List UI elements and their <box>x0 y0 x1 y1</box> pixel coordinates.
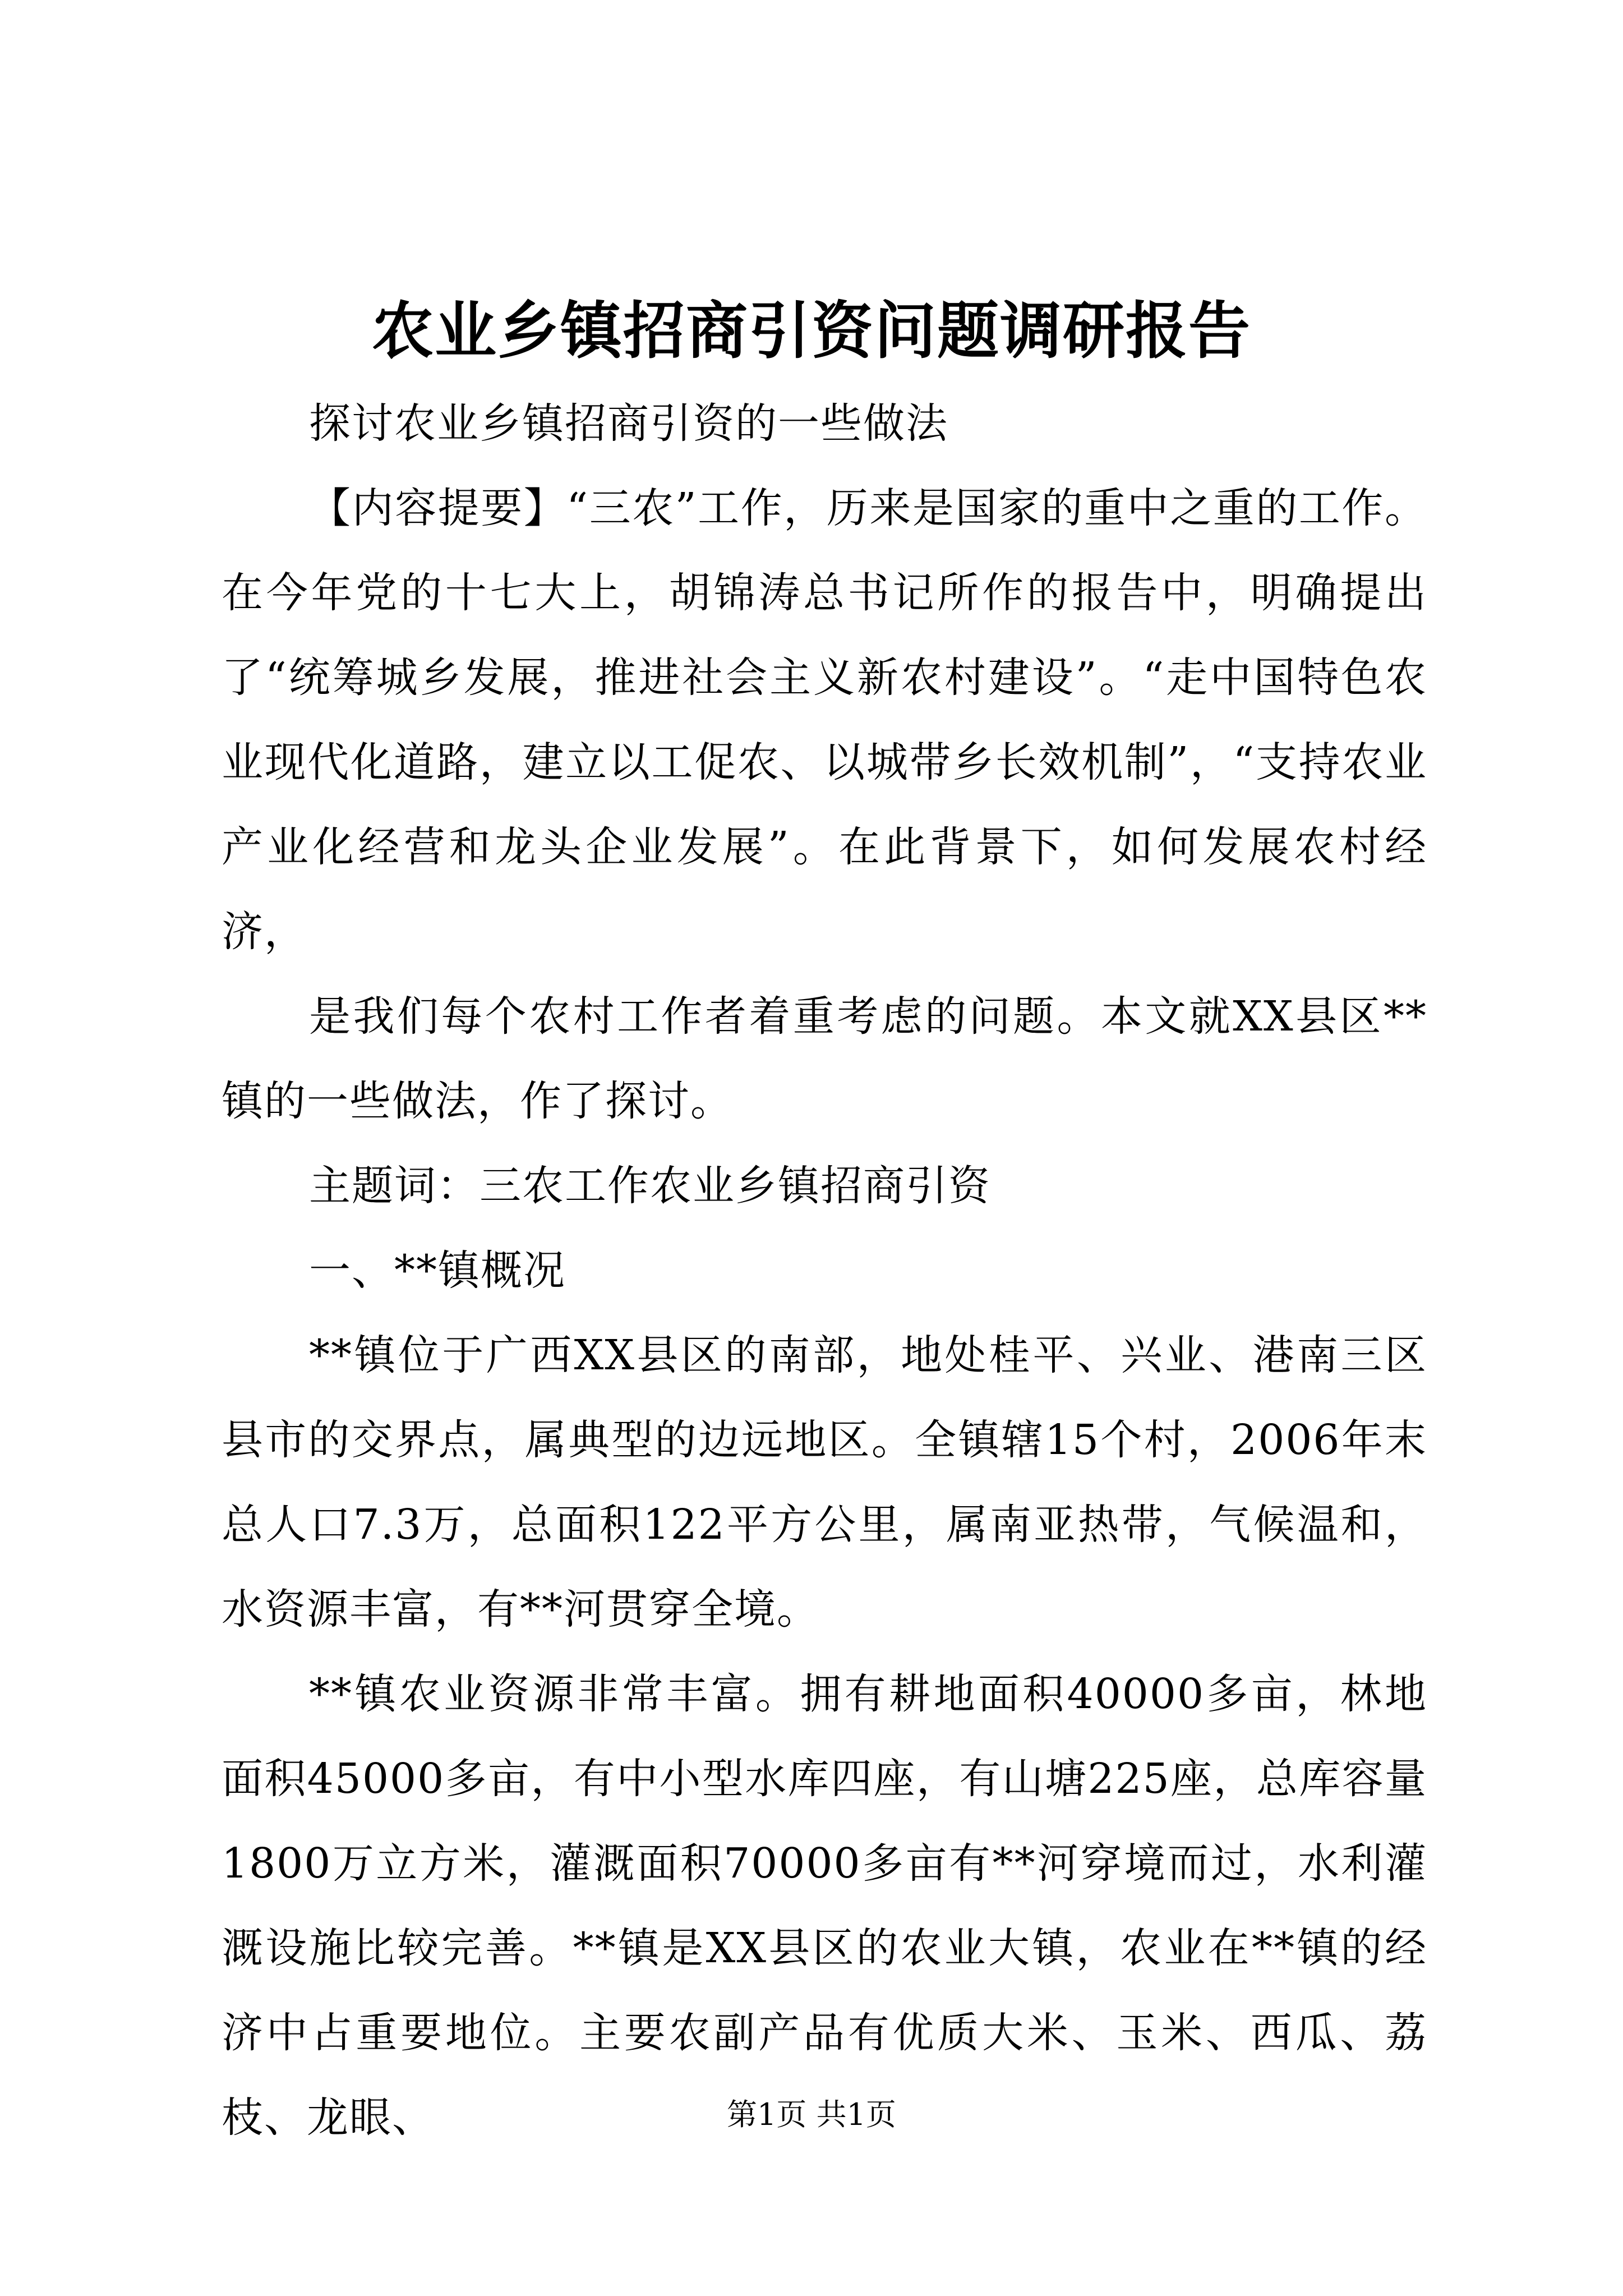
document-body <box>222 381 1427 2160</box>
page-footer: 第1页 共1页 <box>727 2097 896 2132</box>
document-title: 农业乡镇招商引资问题调研报告 <box>372 295 1251 367</box>
section-heading: 一、**镇概况 <box>309 1246 566 1295</box>
paragraph-abstract: 【内容提要】“三农”工作，历来是国家的重中之重的工作。在今年党的十七大上，胡锦涛总书记所作的报告中，明确提出了“统筹城乡发展，推进社会主义新农村建设”。“走中国特色农业现代化道路，建立以工促农、以城带乡长效机制”，“支持农业产业化经营和龙头企业发展”。在此背景下，如何发展农村经济， <box>222 484 1427 956</box>
paragraph-abstract-continued: 是我们每个农村工作者着重考虑的问题。本文就XX县区**镇的一些做法，作了探讨。 <box>222 992 1427 1125</box>
paragraph-keywords: 主题词：三农工作农业乡镇招商引资 <box>309 1162 991 1210</box>
paragraph-agriculture: **镇农业资源非常丰富。拥有耕地面积40000多亩，林地面积45000多亩，有中小型水库四座，有山塘225座，总库容量1800万立方米，灌溉面积70000多亩有**河穿境而过，水利灌溉设施比较完善。**镇是XX县区的农业大镇，农业在**镇的经济中占重要地位。主要农副产品有优质大米、玉米、西瓜、荔枝、龙眼、 <box>222 1670 1427 2142</box>
paragraph-overview: **镇位于广西XX县区的南部，地处桂平、兴业、港南三区县市的交界点，属典型的边远地区。全镇辖15个村，2006年末总人口7.3万，总面积122平方公里，属南亚热带，气候温和，水资源丰富，有**河贯穿全境。 <box>222 1331 1427 1634</box>
paragraph-subtitle: 探讨农业乡镇招商引资的一些做法 <box>309 399 948 448</box>
